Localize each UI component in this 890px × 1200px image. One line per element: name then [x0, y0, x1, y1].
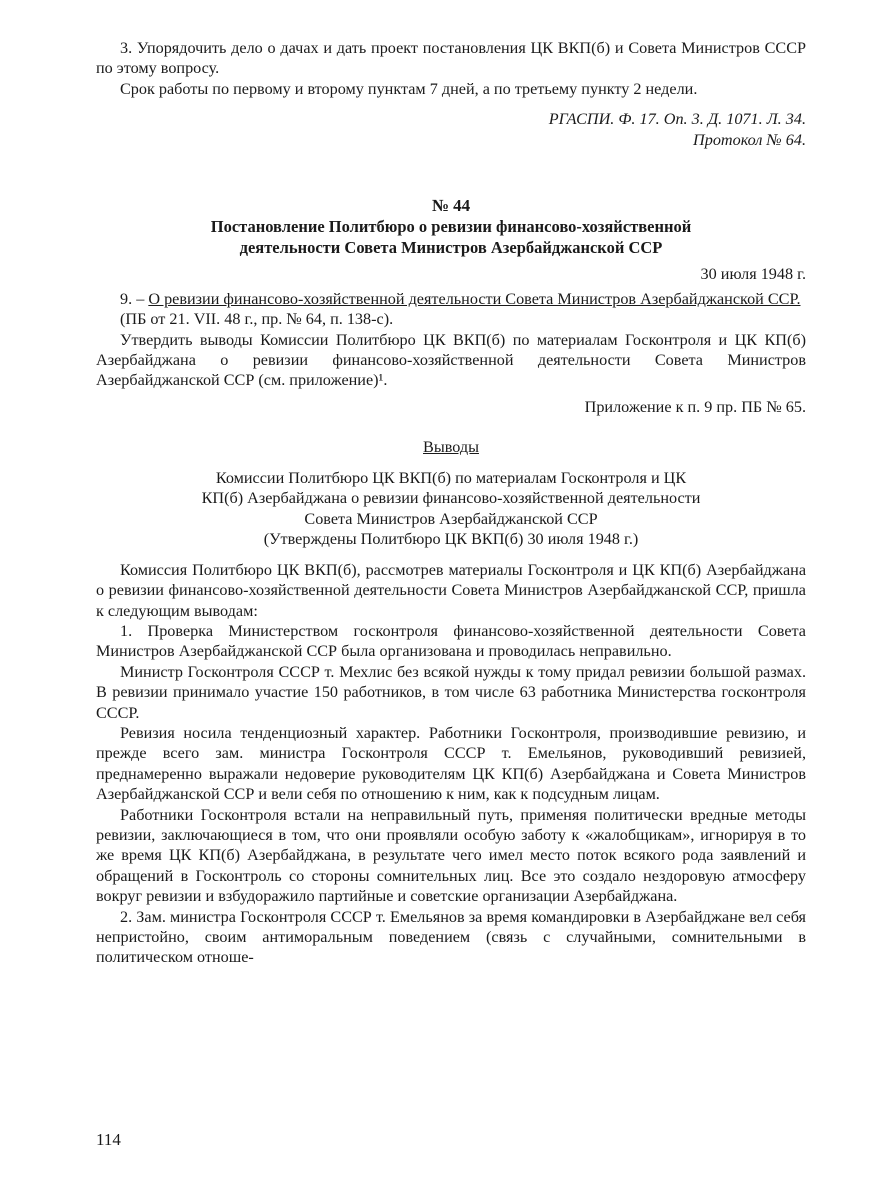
conclusions-paragraph: Министр Госконтроля СССР т. Мехлис без всякой нужды к тому придал ревизии большой размах. В ревизии принимало участие 150 работников, в том числе 63 работника Министерства госконтроля СССР. [96, 662, 806, 722]
agenda-item-number: 9. – [120, 289, 149, 308]
resolution-text: Утвердить выводы Комиссии Политбюро ЦК ВКП(б) по материалам Госконтроля и ЦК КП(б) Азербайджана о ревизии финансово-хозяйственной деятельности Совета Министров Азербайджанской ССР (см. приложение)¹. [96, 330, 806, 390]
document-date: 30 июля 1948 г. [700, 265, 806, 284]
conclusions-paragraph: 1. Проверка Министерством госконтроля финансово-хозяйственной деятельности Совета Министров Азербайджанской ССР была организована и проводилась неправильно. [96, 621, 806, 661]
agenda-item-subject: О ревизии финансово-хозяйственной деятельности Совета Министров Азербайджанской ССР. [148, 289, 801, 308]
conclusions-paragraph: Ревизия носила тенденциозный характер. Работники Госконтроля, производившие ревизию, и прежде всего зам. министра Госконтроля СССР т. Емельянов, руководивший ревизией, преднамеренно выражали недоверие руководителям ЦК КП(б) Азербайджана и Совета Министров Азербайджанской ССР и вели себя по отношению к ним, как к подсудным лицам. [96, 723, 806, 804]
appendix-reference: Приложение к п. 9 пр. ПБ № 65. [584, 397, 806, 416]
archive-source-line-2: Протокол № 64. [693, 130, 806, 149]
document-title-line-1: Постановление Политбюро о ревизии финансово-хозяйственной [210, 217, 692, 237]
conclusions-subtitle-line-4: (Утверждены Политбюро ЦК ВКП(б) 30 июля 1948 г.) [263, 530, 639, 549]
protocol-reference: (ПБ от 21. VII. 48 г., пр. № 64, п. 138-с). [120, 310, 394, 329]
intro-paragraph-2: Срок работы по первому и второму пунктам 7 дней, а по третьему пункту 2 недели. [120, 79, 698, 98]
conclusions-heading: Выводы [423, 438, 479, 457]
document-title-line-2: деятельности Совета Министров Азербайджанской ССР [239, 238, 663, 258]
conclusions-paragraph: Комиссия Политбюро ЦК ВКП(б), рассмотрев материалы Госконтроля и ЦК КП(б) Азербайджана о ревизии финансово-хозяйственной деятельности Совета Министров Азербайджанской ССР, пришла к следующим выводам: [96, 560, 806, 620]
conclusions-paragraph: 2. Зам. министра Госконтроля СССР т. Емельянов за время командировки в Азербайджане вел себя непристойно, своим антиморальным поведением (связь с случайными, сомнительными в политическом отноше- [96, 907, 806, 967]
conclusions-subtitle-line-2: КП(б) Азербайджана о ревизии финансово-хозяйственной деятельности [201, 489, 701, 508]
conclusions-subtitle-line-1: Комиссии Политбюро ЦК ВКП(б) по материалам Госконтроля и ЦК [215, 468, 687, 487]
conclusions-subtitle-line-3: Совета Министров Азербайджанской ССР [304, 509, 598, 528]
document-number: № 44 [431, 196, 471, 216]
intro-paragraph-1: 3. Упорядочить дело о дачах и дать проект постановления ЦК ВКП(б) и Совета Министров СССР по этому вопросу. [96, 39, 806, 78]
conclusions-paragraph: Работники Госконтроля встали на неправильный путь, применяя политически вредные методы ревизии, заключающиеся в том, что они проявляли особую заботу к «жалобщикам», игнорируя в то же время ЦК КП(б) Азербайджана, в результате чего имел место поток всякого рода заявлений и обращений в Госконтроль со стороны сомнительных лиц. Все это создало нездоровую атмосферу вокруг ревизии и взбудоражило партийные и советские организации Азербайджана. [96, 805, 806, 906]
page-number: 114 [96, 1130, 121, 1149]
archive-source-line-1: РГАСПИ. Ф. 17. Оп. 3. Д. 1071. Л. 34. [548, 110, 806, 129]
agenda-item [96, 289, 806, 309]
